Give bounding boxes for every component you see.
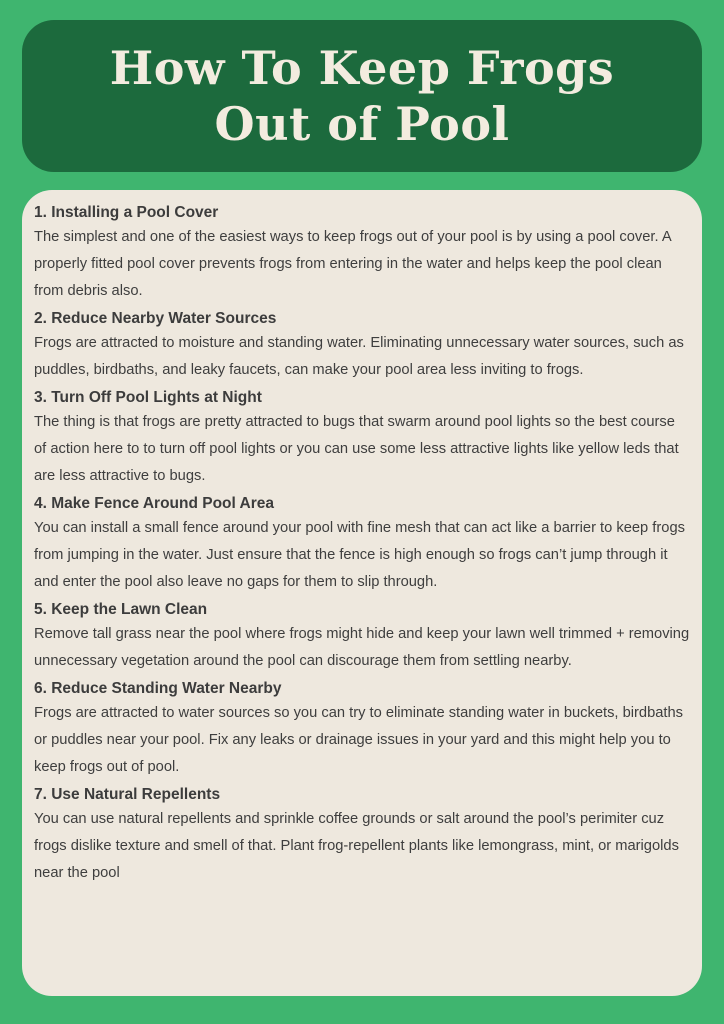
tip-heading: 1. Installing a Pool Cover xyxy=(34,204,219,221)
tip-body: The thing is that frogs are pretty attracted to bugs that swarm around pool lights so the best course of action here to to turn off pool lights or you can use some less attractive lights like yellow leds that are less attractive to bugs. xyxy=(34,414,679,484)
tip-heading: 3. Turn Off Pool Lights at Night xyxy=(34,389,262,406)
page-title-line-1: How To Keep Frogs xyxy=(109,41,615,95)
tip-heading: 7. Use Natural Repellents xyxy=(34,786,221,803)
tip-5 xyxy=(34,599,690,675)
tip-7 xyxy=(34,784,690,887)
tip-body: You can use natural repellents and sprinkle coffee grounds or salt around the pool’s perimiter cuz frogs dislike texture and smell of that. Plant frog-repellent plants like lemongrass, mint, or marigolds near the pool xyxy=(34,811,679,881)
tip-body: Frogs are attracted to moisture and standing water. Eliminating unnecessary water sources, such as puddles, birdbaths, and leaky faucets, can make your pool area less inviting to frogs. xyxy=(34,335,684,378)
tip-2 xyxy=(34,308,690,384)
tip-heading: 5. Keep the Lawn Clean xyxy=(34,601,208,618)
tip-heading: 6. Reduce Standing Water Nearby xyxy=(34,680,282,697)
tip-3 xyxy=(34,387,690,490)
tip-body: Remove tall grass near the pool where frogs might hide and keep your lawn well trimmed + removing unnecessary vegetation around the pool can discourage them from settling nearby. xyxy=(34,626,690,669)
tip-body: Frogs are attracted to water sources so you can try to eliminate standing water in buckets, birdbaths or puddles near your pool. Fix any leaks or drainage issues in your yard and this might help you to keep frogs out of pool. xyxy=(34,705,684,775)
tip-body: The simplest and one of the easiest ways to keep frogs out of your pool is by using a pool cover. A properly fitted pool cover prevents frogs from entering in the water and helps keep the pool clean from debris also. xyxy=(34,229,671,299)
tip-6 xyxy=(34,678,690,781)
tip-1 xyxy=(34,202,690,305)
tip-4 xyxy=(34,493,690,596)
page-title-line-2: Out of Pool xyxy=(214,97,510,151)
tip-heading: 4. Make Fence Around Pool Area xyxy=(34,495,275,512)
tips-card xyxy=(22,190,702,996)
title-banner xyxy=(22,20,702,172)
tip-body: You can install a small fence around your pool with fine mesh that can act like a barrier to keep frogs from jumping in the water. Just ensure that the fence is high enough so frogs can’t jump through it and enter the pool also leave no gaps for them to slip through. xyxy=(34,520,685,590)
tip-heading: 2. Reduce Nearby Water Sources xyxy=(34,310,277,327)
